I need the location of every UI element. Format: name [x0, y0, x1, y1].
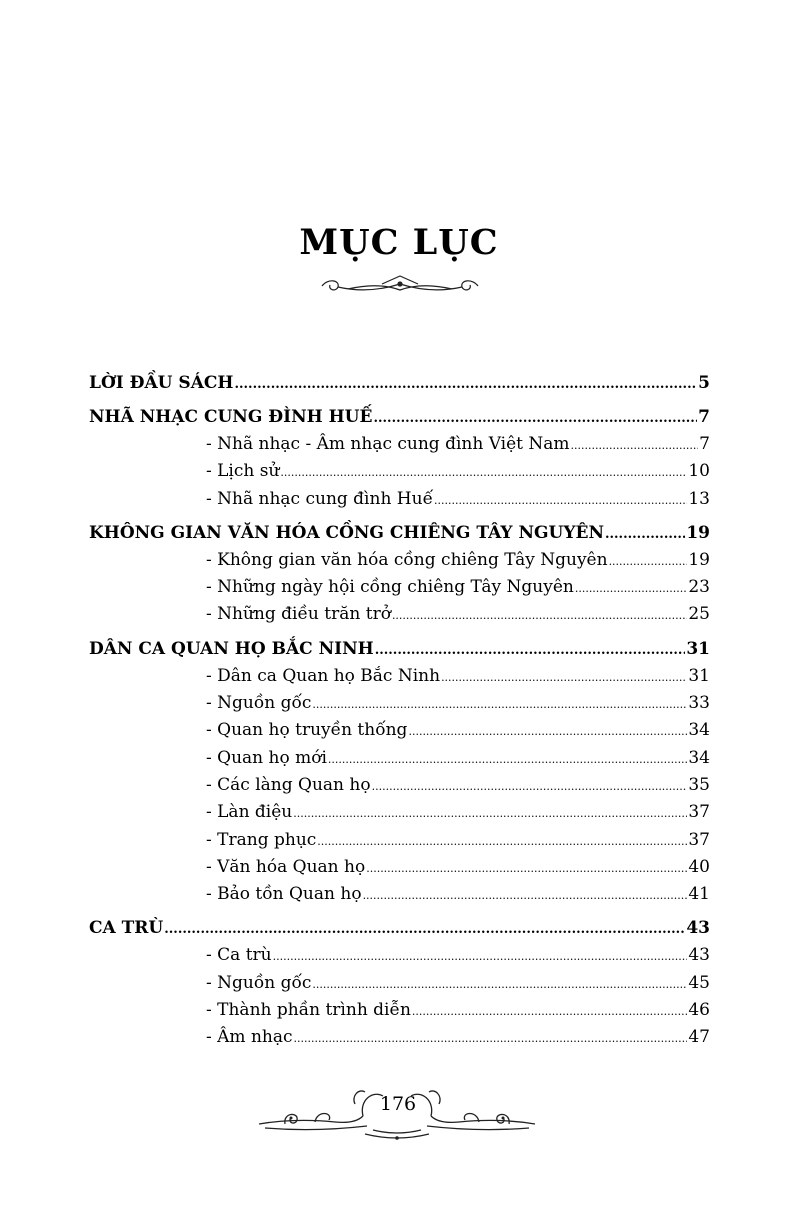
toc-subentry-page: 19: [688, 549, 710, 570]
toc-section-entry[interactable]: [89, 636, 710, 663]
toc-subentry-page: 31: [688, 665, 710, 686]
toc-subentry[interactable]: [89, 1024, 710, 1051]
toc-subentry-title: - Quan họ truyền thống: [206, 720, 408, 741]
dot-leader: [609, 548, 688, 575]
toc-subentry-title: - Âm nhạc: [206, 1027, 293, 1048]
toc-subentry-page: 45: [688, 972, 710, 993]
toc-section-page: 31: [686, 638, 710, 659]
table-of-contents: [89, 370, 710, 1052]
toc-subentry[interactable]: [89, 431, 710, 458]
toc-subentry-title: - Bảo tồn Quan họ: [206, 884, 362, 905]
toc-subentry[interactable]: [89, 547, 710, 574]
toc-section-page: 19: [686, 522, 710, 543]
toc-subentry[interactable]: [89, 486, 710, 513]
dot-leader: [366, 855, 687, 882]
dot-leader: [293, 800, 687, 827]
toc-subentry-title: - Nguồn gốc: [206, 693, 312, 714]
toc-subentry[interactable]: [89, 854, 710, 881]
toc-section-title: NHÃ NHẠC CUNG ĐÌNH HUẾ: [89, 407, 373, 427]
toc-subentry-page: 7: [699, 434, 710, 454]
toc-subentry-title: - Nhã nhạc - Âm nhạc cung đình Việt Nam: [206, 434, 570, 454]
dot-leader: [294, 1025, 688, 1052]
toc-section-page: 5: [698, 373, 710, 393]
title-flourish-ornament: [318, 270, 482, 298]
toc-subentry[interactable]: [89, 997, 710, 1024]
toc-subentry-page: 23: [688, 577, 710, 598]
toc-subentry[interactable]: [89, 690, 710, 717]
toc-subentry-title: - Những điều trăn trở: [206, 604, 391, 625]
toc-subentry-page: 37: [688, 829, 710, 850]
toc-subentry-title: - Không gian văn hóa cồng chiêng Tây Nguyên: [206, 549, 608, 570]
toc-subentry[interactable]: [89, 942, 710, 969]
dot-leader: [317, 828, 687, 855]
toc-section-title: KHÔNG GIAN VĂN HÓA CỒNG CHIÊNG TÂY NGUYÊN: [89, 522, 604, 543]
toc-section-page: 7: [698, 407, 710, 427]
dot-leader: [328, 746, 687, 773]
toc-subentry-page: 34: [688, 720, 710, 741]
toc-subentry-title: - Dân ca Quan họ Bắc Ninh: [206, 665, 441, 686]
toc-subentry[interactable]: [89, 574, 710, 601]
toc-subentry[interactable]: [89, 881, 710, 908]
toc-subentry-title: - Làn điệu: [206, 802, 293, 823]
page-title: MỤC LỤC: [299, 222, 499, 263]
dot-leader: [575, 575, 688, 602]
toc-subentry[interactable]: [89, 799, 710, 826]
toc-subentry-title: - Những ngày hội cồng chiêng Tây Nguyên: [206, 577, 574, 598]
toc-subentry-page: 37: [688, 802, 710, 823]
dot-leader: [312, 971, 687, 998]
toc-subentry-title: - Quan họ mới: [206, 747, 327, 768]
toc-section-entry[interactable]: [89, 915, 710, 942]
toc-subentry[interactable]: [89, 827, 710, 854]
toc-section-title: CA TRÙ: [89, 918, 164, 939]
toc-subentry[interactable]: [89, 601, 710, 628]
toc-subentry-title: - Thành phần trình diễn: [206, 1000, 411, 1021]
toc-subentry-page: 13: [688, 488, 710, 509]
dot-leader: [375, 637, 686, 664]
dot-leader: [280, 459, 687, 486]
dot-leader: [234, 371, 697, 398]
toc-subentry-page: 35: [688, 774, 710, 795]
toc-subentry-title: - Nhã nhạc cung đình Huế: [206, 488, 434, 509]
toc-subentry-page: 41: [688, 884, 710, 905]
toc-subentry[interactable]: [89, 663, 710, 690]
toc-section-entry[interactable]: [89, 370, 710, 397]
dot-leader: [434, 487, 687, 514]
toc-subentry-page: 40: [688, 856, 710, 877]
dot-leader: [372, 773, 688, 800]
toc-subentry[interactable]: [89, 717, 710, 744]
toc-subentry-title: - Lịch sử: [206, 461, 280, 482]
toc-subentry-page: 25: [688, 604, 710, 625]
page-number: 176: [379, 1093, 417, 1115]
dot-leader: [605, 521, 685, 548]
dot-leader: [392, 602, 687, 629]
dot-leader: [373, 405, 697, 432]
toc-section-entry[interactable]: [89, 520, 710, 547]
toc-subentry[interactable]: [89, 970, 710, 997]
dot-leader: [164, 916, 685, 943]
toc-subentry-title: - Nguồn gốc: [206, 972, 312, 993]
dot-leader: [412, 998, 687, 1025]
toc-subentry-page: 47: [688, 1027, 710, 1048]
toc-subentry[interactable]: [89, 458, 710, 485]
toc-subentry-title: - Các làng Quan họ: [206, 774, 371, 795]
toc-subentry-page: 10: [688, 461, 710, 482]
toc-subentry-title: - Văn hóa Quan họ: [206, 856, 366, 877]
toc-subentry[interactable]: [89, 772, 710, 799]
toc-section-title: LỜI ĐẦU SÁCH: [89, 373, 234, 393]
toc-subentry-page: 33: [688, 693, 710, 714]
toc-subentry-page: 34: [688, 747, 710, 768]
dot-leader: [312, 691, 687, 718]
toc-subentry-page: 43: [688, 945, 710, 966]
toc-section-title: DÂN CA QUAN HỌ BẮC NINH: [89, 638, 374, 659]
dot-leader: [273, 943, 688, 970]
dot-leader: [571, 432, 699, 459]
toc-subentry-title: - Trang phục: [206, 829, 317, 850]
toc-section-page: 43: [686, 918, 710, 939]
dot-leader: [408, 718, 687, 745]
dot-leader: [441, 664, 687, 691]
dot-leader: [363, 882, 688, 909]
toc-subentry-title: - Ca trù: [206, 945, 272, 966]
toc-subentry[interactable]: [89, 745, 710, 772]
toc-subentry-page: 46: [688, 1000, 710, 1021]
toc-section-entry[interactable]: [89, 404, 710, 431]
